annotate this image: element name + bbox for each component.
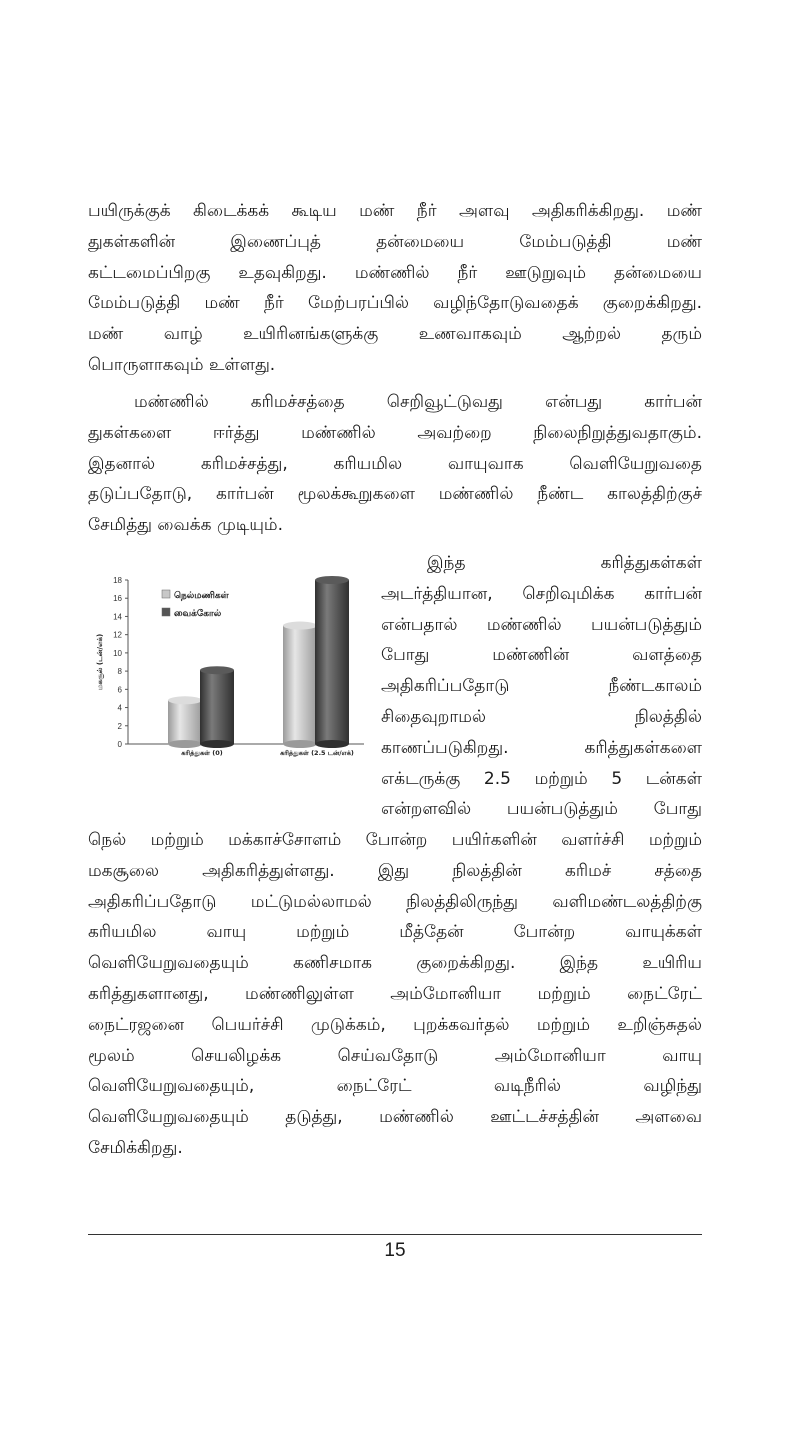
bar-1-0 [200, 670, 234, 744]
text-line: மேம்படுத்தி மண் நீர் மேற்பரப்பில் வழிந்தோடுவதைக் குறைக்கிறது. [88, 293, 702, 314]
y-tick-label: 12 [113, 630, 122, 640]
text-line: நெல் மற்றும் மக்காச்சோளம் போன்ற பயிர்களின் வளர்ச்சி மற்றும் [88, 830, 702, 850]
chart-svg [92, 568, 372, 768]
bar-top [168, 696, 202, 704]
paragraph-1 [88, 196, 702, 381]
text-line: அதிகரிப்பதோடு நீண்டகாலம் [381, 676, 702, 697]
bar-top [283, 622, 317, 630]
text-line: நைட்ரஜனை பெயர்ச்சி முடுக்கம், புறக்கவர்தல் மற்றும் உறிஞ்சுதல் [88, 1014, 702, 1035]
text-line: போது மண்ணின் வளத்தை [381, 645, 702, 666]
footer-divider [88, 1234, 702, 1235]
bar-top [315, 576, 349, 584]
text-line: இந்த கரித்துகள்கள் [427, 553, 702, 573]
text-line: சிதைவுறாமல் நிலத்தில் [381, 706, 702, 727]
text-line: கரியமில வாயு மற்றும் மீத்தேன் போன்ற வாயுக்கள் [88, 922, 702, 943]
text-line: பயிருக்குக் கிடைக்கக் கூடிய மண் நீர் அளவு அதிகரிக்கிறது. மண் [88, 201, 702, 221]
text-line: மண்ணில் கரிமச்சத்தை செறிவூட்டுவது என்பது கார்பன் [134, 392, 702, 412]
category-label: கரித்துகள் (2.5 டன்/எக்) [280, 749, 354, 757]
y-tick-label: 16 [113, 594, 122, 604]
text-line: கட்டமைப்பிறகு உதவுகிறது. மண்ணில் நீர் ஊடுறுவும் தன்மையை [88, 262, 702, 283]
text-line: தடுப்பதோடு, கார்பன் மூலக்கூறுகளை மண்ணில் நீண்ட காலத்திற்குச் [88, 484, 702, 505]
page-number: 15 [384, 1240, 406, 1261]
bar-top [200, 666, 234, 674]
paragraph-3-continued [88, 825, 702, 1164]
legend-label: நெல்மணிகள் [174, 591, 229, 601]
bar-base [168, 740, 202, 748]
text-line: சேமிக்கிறது. [88, 1137, 183, 1158]
text-line: வெளியேறுவதையும், நைட்ரேட் வடிநீரில் வழிந்து [88, 1076, 702, 1097]
text-line: பொருளாகவும் உள்ளது. [88, 354, 276, 375]
text-line: மூலம் செயலிழக்க செய்வதோடு அம்மோனியா வாயு [88, 1045, 702, 1066]
text-line: சேமித்து வைக்க முடியும். [88, 515, 284, 536]
y-axis-label: மகசூல் (டன்/எக்) [96, 633, 104, 691]
legend-label: வைக்கோல் [174, 609, 222, 619]
category-label: கரித்துகள் (0) [181, 749, 223, 757]
legend-swatch [162, 590, 170, 598]
text-line: மகசூலை அதிகரித்துள்ளது. இது நிலத்தின் கரிமச் சத்தை [88, 860, 702, 881]
text-line: துகள்களின் இணைப்புத் தன்மையை மேம்படுத்தி மண் [88, 231, 702, 252]
yield-chart [92, 568, 372, 768]
y-tick-label: 6 [117, 685, 122, 695]
y-tick-label: 8 [117, 667, 122, 677]
y-tick-label: 4 [117, 703, 122, 713]
y-tick-label: 18 [113, 576, 122, 585]
text-line: வெளியேறுவதையும் தடுத்து, மண்ணில் ஊட்டச்சத்தின் அளவை [88, 1107, 702, 1128]
text-line: அதிகரிப்பதோடு மட்டுமல்லாமல் நிலத்திலிருந்து வளிமண்டலத்திற்கு [88, 891, 702, 912]
text-line: துகள்களை ஈர்த்து மண்ணில் அவற்றை நிலைநிறுத்துவதாகும். [88, 422, 702, 443]
text-line: அடர்த்தியான, செறிவுமிக்க கார்பன் [381, 583, 702, 604]
bar-0-1 [283, 626, 317, 744]
text-line: மண் வாழ் உயிரினங்களுக்கு உணவாகவும் ஆற்றல் தரும் [88, 324, 702, 345]
legend-swatch [162, 608, 170, 616]
bar-base [315, 740, 349, 748]
text-line: என்பதால் மண்ணில் பயன்படுத்தும் [381, 614, 702, 635]
text-line: காணப்படுகிறது. கரித்துகள்களை [381, 737, 702, 758]
paragraph-3-right-column [381, 548, 702, 825]
y-tick-label: 10 [113, 648, 122, 658]
y-tick-label: 14 [113, 612, 122, 622]
bar-base [200, 740, 234, 748]
text-line: கரித்துகளானது, மண்ணிலுள்ள அம்மோனியா மற்றும் நைட்ரேட் [88, 983, 702, 1004]
text-line: இதனால் கரிமச்சத்து, கரியமில வாயுவாக வெளியேறுவதை [88, 453, 702, 474]
text-line: எக்டருக்கு 2.5 மற்றும் 5 டன்கள் [381, 768, 702, 789]
bar-0-0 [168, 700, 202, 744]
text-line: வெளியேறுவதையும் கணிசமாக குறைக்கிறது. இந்த உயிரிய [88, 953, 702, 974]
text-line: என்றளவில் பயன்படுத்தும் போது [381, 799, 702, 820]
y-tick-label: 0 [117, 740, 122, 749]
paragraph-2 [88, 387, 702, 541]
bar-1-1 [315, 580, 349, 744]
y-tick-label: 2 [117, 721, 122, 731]
bar-base [283, 740, 317, 748]
